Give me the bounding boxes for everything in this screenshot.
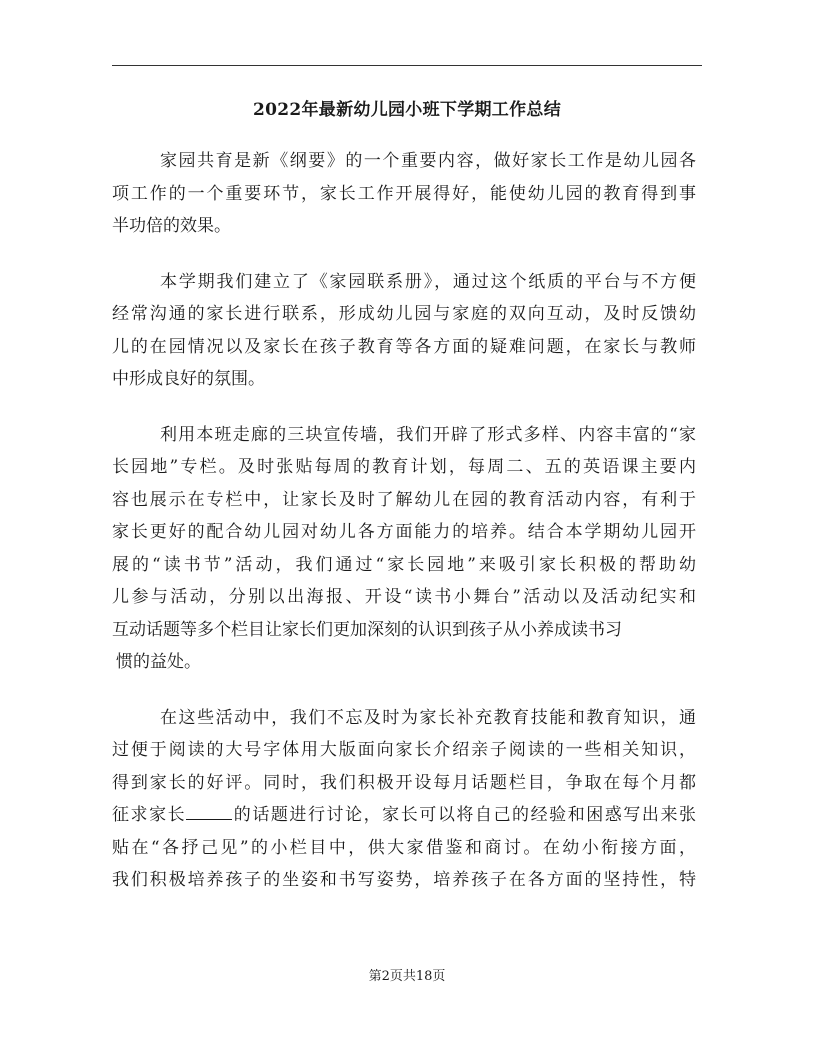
paragraph-4 [112,702,696,897]
text-line: 过便于阅读的大号字体用大版面向家长介绍亲子阅读的一些相关知识， [112,740,696,760]
blank-line-suffix: 的话题进行讨论，家长可以将自己的经验和困惑写出来张 [232,805,697,825]
header-rule [112,65,702,66]
text-line: 家园共育是新《纲要》的一个重要内容，做好家长工作是幼儿园各 [160,151,696,171]
text-line: 项工作的一个重要环节，家长工作开展得好，能使幼儿园的教育得到事 [112,183,696,204]
fill-in-blank [186,802,232,820]
text-line: 展的“读书节”活动，我们通过“家长园地”来吸引家长积极的帮助幼 [112,554,696,575]
document-title: 2022年最新幼儿园小班下学期工作总结 [252,100,561,120]
text-line: 容也展示在专栏中，让家长及时了解幼儿在园的教育活动内容，有利于 [112,489,696,510]
paragraph-2 [112,266,696,396]
paragraph-1 [112,145,696,243]
text-line-with-blank [112,799,696,832]
text-line: 本学期我们建立了《家园联系册》，通过这个纸质的平台与不方便 [160,271,696,292]
document-body [112,145,696,920]
text-line: 家长更好的配合幼儿园对幼儿各方面能力的培养。结合本学期幼儿园开 [112,522,696,542]
page-number: 第2页共18页 [368,969,446,984]
text-line: 得到家长的好评。同时，我们积极开设每月话题栏目，争取在每个月都 [112,772,696,793]
text-line: 互动话题等多个栏目让家长们更加深刻的认识到孩子从小养成读书习 [112,619,622,640]
text-line: 经常沟通的家长进行联系，形成幼儿园与家庭的双向互动，及时反馈幼 [112,304,696,324]
text-line: 在这些活动中，我们不忘及时为家长补充教育技能和教育知识，通 [160,707,696,728]
text-line: 利用本班走廊的三块宣传墙，我们开辟了形式多样、内容丰富的“家 [160,424,696,445]
text-line: 儿的在园情况以及家长在孩子教育等各方面的疑难问题，在家长与教师 [112,336,696,357]
paragraph-3 [112,419,696,679]
text-line: 贴在“各抒己见”的小栏目中，供大家借鉴和商讨。在幼小衔接方面， [112,837,696,858]
text-line: 惯的益处。 [116,652,201,672]
text-line: 我们积极培养孩子的坐姿和书写姿势，培养孩子在各方面的坚持性，特 [112,870,696,890]
text-line: 长园地”专栏。及时张贴每周的教育计划，每周二、五的英语课主要内 [112,457,696,477]
text-line: 半功倍的效果。 [112,216,231,236]
blank-line-prefix: 征求家长 [112,805,187,825]
text-line: 中形成良好的氛围。 [112,369,265,389]
text-line: 儿参与活动，分别以出海报、开设“读书小舞台”活动以及活动纪实和 [112,587,696,607]
